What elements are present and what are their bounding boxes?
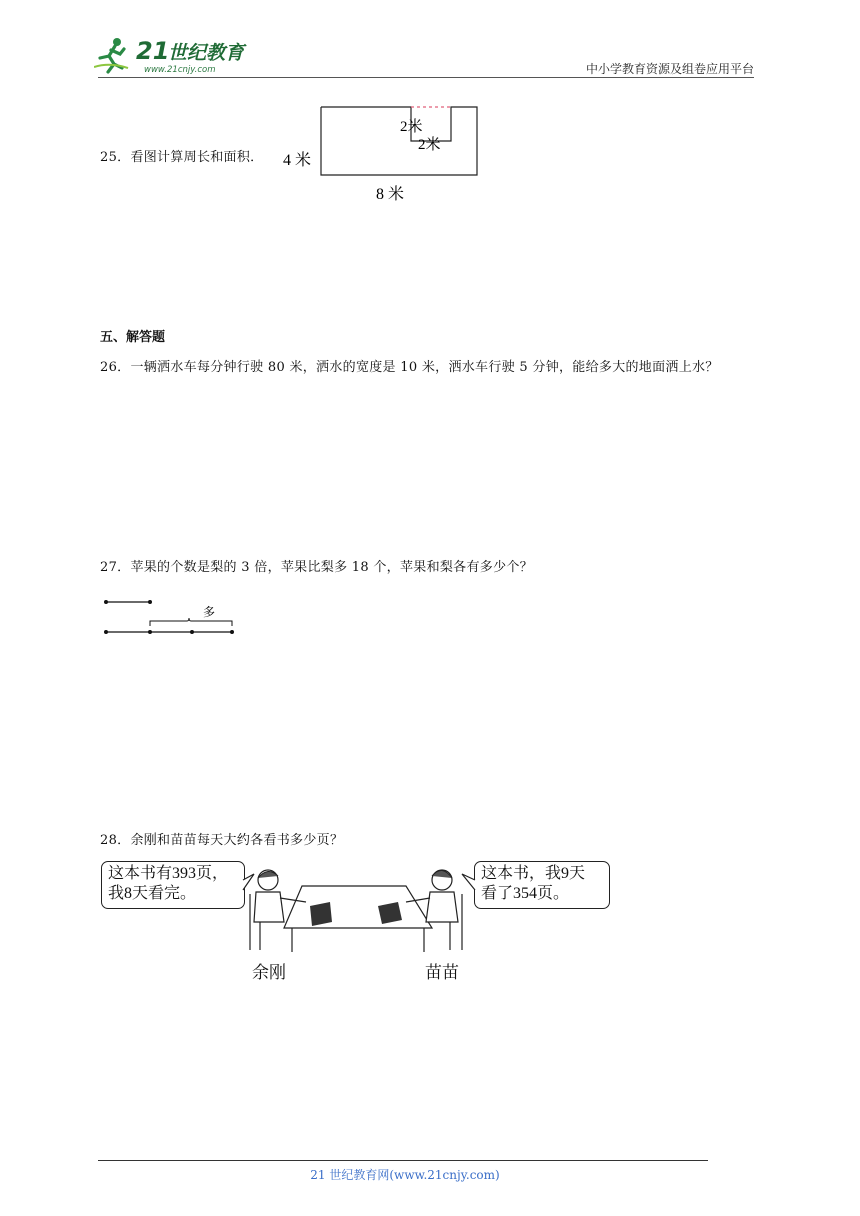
more-label: 多	[203, 605, 216, 619]
header-divider	[98, 77, 754, 78]
question-26: 26．一辆洒水车每分钟行驶 80 米，洒水的宽度是 10 米，洒水车行驶 5 分钟，能给多大的地面洒上水？	[100, 360, 719, 375]
question-28: 28．余刚和苗苗每天大约各看书多少页？	[100, 833, 344, 848]
platform-text: 中小学教育资源及组卷应用平台	[585, 62, 754, 76]
q27-line-diagram	[98, 596, 248, 642]
footer-divider	[98, 1160, 708, 1161]
logo-url: www.21cnjy.com	[144, 65, 216, 75]
label-2m-top: 2米	[400, 119, 423, 135]
label-8m: 8 米	[376, 186, 405, 203]
question-25: 25．看图计算周长和面积．	[100, 150, 264, 165]
name-yugang: 余刚	[252, 963, 286, 982]
site-logo	[94, 34, 262, 76]
label-2m-bottom: 2米	[418, 137, 441, 153]
speech-bubble-left: 这本书有393页， 我8天看完。	[101, 861, 245, 909]
question-27: 27．苹果的个数是梨的 3 倍，苹果比梨多 18 个，苹果和梨各有多少个？	[100, 560, 533, 575]
section-title: 五、解答题	[100, 330, 166, 345]
runner-icon	[94, 38, 128, 72]
table	[284, 886, 432, 952]
logo-text: 世纪教育	[168, 42, 245, 64]
footer-link[interactable]: 21 世纪教育网(www.21cnjy.com)	[310, 1168, 500, 1182]
pear-segment	[104, 600, 152, 604]
speech-bubble-right: 这本书，我9天 看了354页。	[474, 861, 610, 909]
svg-text:21: 21	[136, 37, 170, 65]
name-miaomiao: 苗苗	[425, 963, 459, 982]
rectangle-with-notch	[321, 107, 477, 175]
brace	[150, 618, 232, 626]
label-4m: 4 米	[283, 152, 312, 169]
q25-figure	[270, 100, 490, 208]
reading-scene-illustration	[236, 860, 476, 958]
apple-segment	[104, 630, 234, 634]
